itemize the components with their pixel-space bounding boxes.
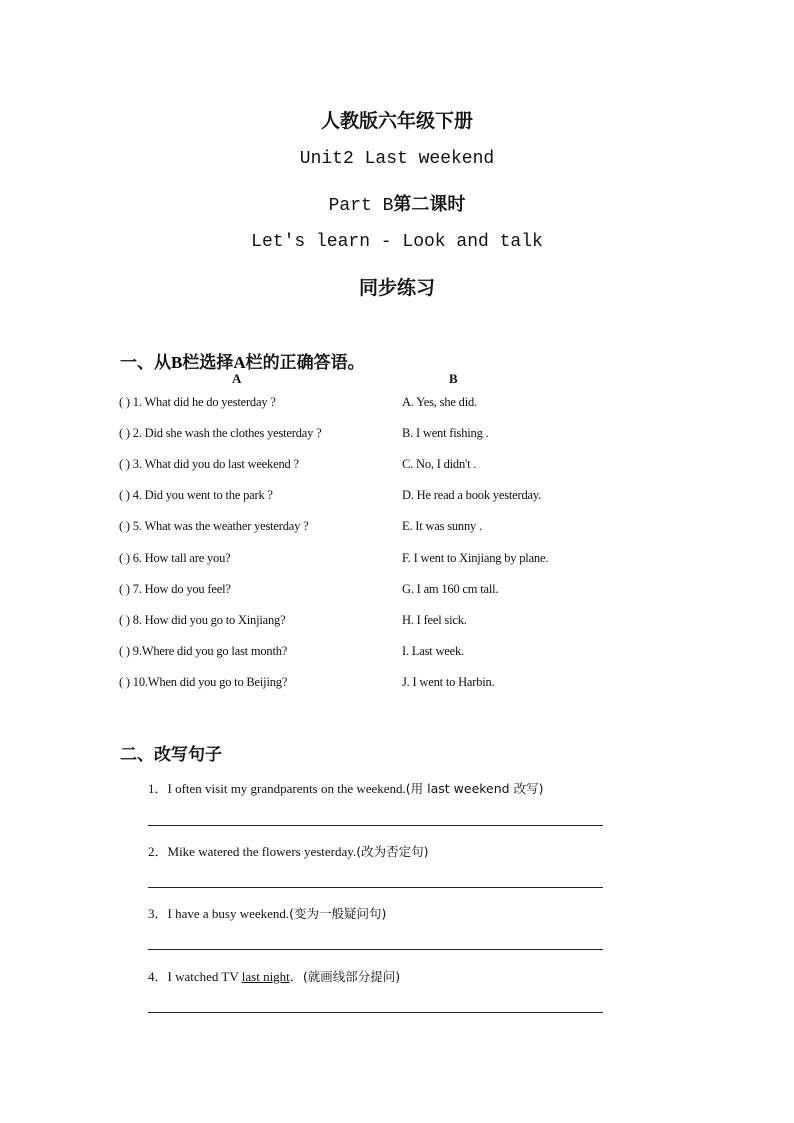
item-instruction: (用 last weekend 改写) bbox=[405, 781, 544, 796]
item-number: 2． bbox=[148, 844, 168, 859]
question-text: ( ) 10.When did you go to Beijing? bbox=[119, 675, 288, 689]
item-instruction: (改为否定句) bbox=[356, 844, 429, 859]
question-text: ( ) 1. What did he do yesterday ? bbox=[119, 395, 276, 409]
question-text: ( ) 3. What did you do last weekend ? bbox=[119, 457, 299, 471]
column-a-header: A bbox=[232, 371, 242, 386]
rewrite-item-2 bbox=[148, 841, 428, 860]
answer-line-3[interactable] bbox=[148, 949, 603, 950]
answer-line-4[interactable] bbox=[148, 1012, 603, 1013]
section-1-heading-mid: 栏选择 bbox=[182, 353, 234, 373]
question-text: ( ) 8. How did you go to Xinjiang? bbox=[119, 613, 286, 627]
matching-row bbox=[0, 395, 794, 415]
exercise-subtitle: 同步练习 bbox=[358, 277, 435, 299]
answer-option: E. It was sunny . bbox=[402, 519, 482, 533]
unit-title: Unit2 Last weekend bbox=[299, 149, 495, 169]
answer-option: A. Yes, she did. bbox=[402, 395, 477, 409]
matching-row bbox=[0, 613, 794, 633]
item-instruction: (就画线部分提问) bbox=[302, 969, 401, 984]
answer-option: F. I went to Xinjiang by plane. bbox=[402, 551, 549, 565]
question-text: ( ) 4. Did you went to the park ? bbox=[119, 488, 273, 502]
column-b-header: B bbox=[449, 371, 458, 386]
rewrite-item-3 bbox=[148, 903, 386, 922]
matching-row bbox=[0, 582, 794, 602]
item-sentence-end: ． bbox=[289, 969, 303, 984]
item-instruction: (变为一般疑问句) bbox=[289, 906, 387, 921]
answer-option: I. Last week. bbox=[402, 644, 464, 658]
section-1-heading-prefix: 一、从 bbox=[120, 353, 171, 373]
item-number: 3． bbox=[148, 906, 168, 921]
rewrite-item-1 bbox=[148, 778, 543, 797]
answer-option: G. I am 160 cm tall. bbox=[402, 582, 499, 596]
matching-row bbox=[0, 551, 794, 571]
section-2-heading: 二、改写句子 bbox=[120, 745, 222, 765]
question-text: ( ) 2. Did she wash the clothes yesterday ? bbox=[119, 426, 322, 440]
document-title: 人教版六年级下册 bbox=[320, 110, 473, 132]
part-title-cn: 第二课时 bbox=[393, 194, 466, 215]
item-sentence: I watched TV bbox=[167, 969, 242, 984]
item-sentence: I often visit my grandparents on the weekend. bbox=[167, 781, 406, 796]
part-title bbox=[0, 190, 794, 216]
part-title-en: Part B bbox=[328, 196, 394, 216]
question-text: ( ) 6. How tall are you? bbox=[119, 551, 231, 565]
answer-line-1[interactable] bbox=[148, 825, 603, 826]
matching-row bbox=[0, 488, 794, 508]
lesson-title: Let's learn - Look and talk bbox=[251, 232, 543, 252]
item-sentence: I have a busy weekend. bbox=[167, 906, 290, 921]
section-1-heading-suffix: 栏的正确答语。 bbox=[245, 353, 365, 373]
matching-row bbox=[0, 519, 794, 539]
answer-option: H. I feel sick. bbox=[402, 613, 467, 627]
question-text: ( ) 9.Where did you go last month? bbox=[119, 644, 288, 658]
underlined-phrase: last night bbox=[241, 969, 290, 984]
matching-row bbox=[0, 457, 794, 477]
item-sentence: Mike watered the flowers yesterday. bbox=[167, 844, 357, 859]
answer-option: D. He read a book yesterday. bbox=[402, 488, 542, 502]
matching-row bbox=[0, 644, 794, 664]
section-1-heading-b: B bbox=[171, 353, 183, 372]
item-number: 4． bbox=[148, 969, 168, 984]
answer-option: C. No, I didn't . bbox=[402, 457, 477, 471]
item-number: 1． bbox=[148, 781, 168, 796]
answer-option: J. I went to Harbin. bbox=[402, 675, 495, 689]
question-text: ( ) 7. How do you feel? bbox=[119, 582, 231, 596]
section-1-heading bbox=[120, 348, 365, 373]
question-text: ( ) 5. What was the weather yesterday ? bbox=[119, 519, 309, 533]
section-1-heading-a: A bbox=[233, 353, 246, 372]
matching-row bbox=[0, 426, 794, 446]
answer-option: B. I went fishing . bbox=[402, 426, 489, 440]
rewrite-item-4 bbox=[148, 966, 400, 985]
answer-line-2[interactable] bbox=[148, 887, 603, 888]
matching-row bbox=[0, 675, 794, 695]
